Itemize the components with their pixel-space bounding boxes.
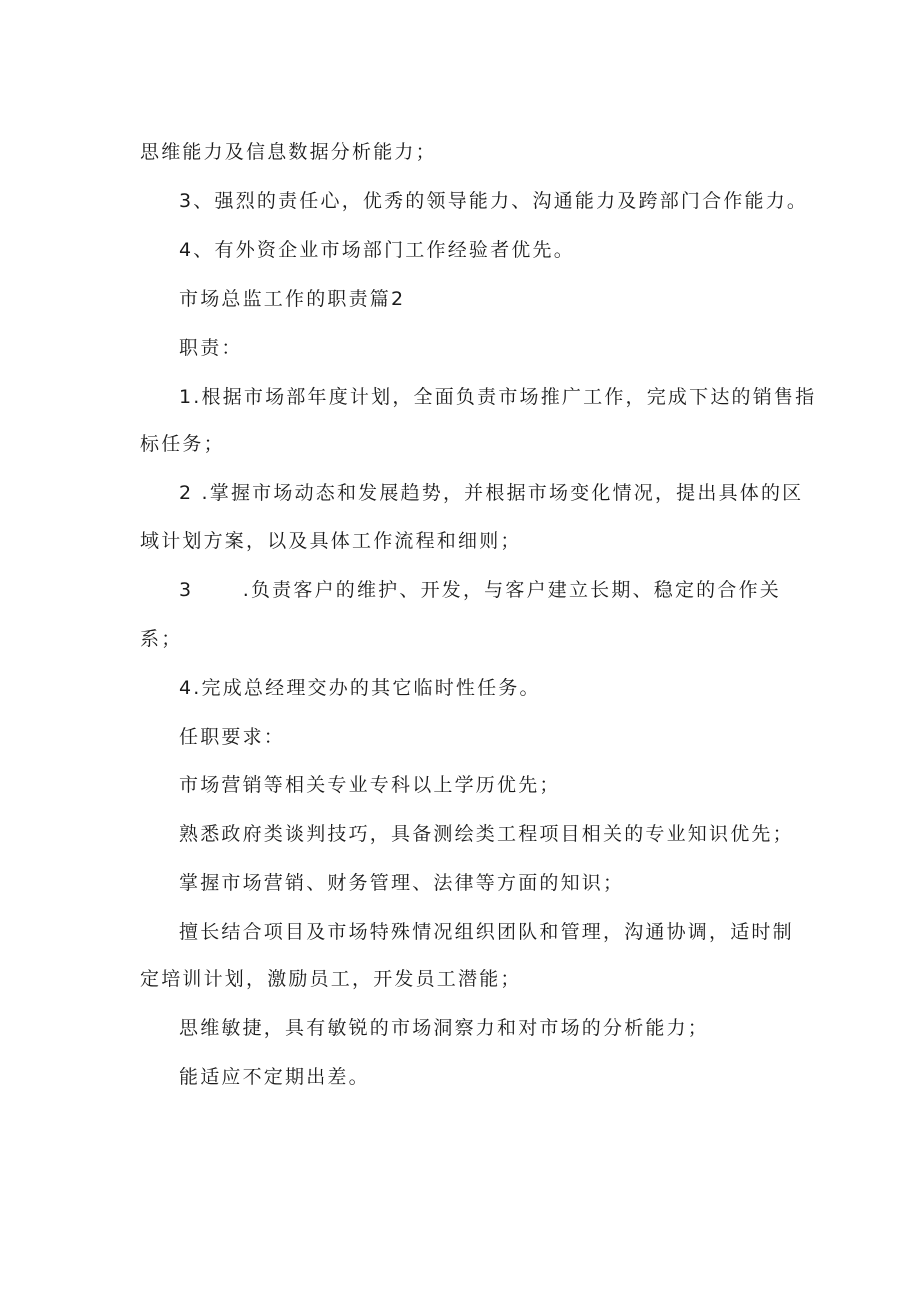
text-line: 掌握市场营销、财务管理、法律等方面的知识； (179, 872, 625, 894)
text-line: 1.根据市场部年度计划，全面负责市场推广工作，完成下达的销售指 (179, 386, 817, 408)
text-line: 系； (140, 628, 183, 650)
text-line: 2 .掌握市场动态和发展趋势，并根据市场变化情况，提出具体的区 (179, 482, 804, 504)
text-line: 3、强烈的责任心，优秀的领导能力、沟通能力及跨部门合作能力。 (179, 190, 809, 212)
text-line: 4、有外资企业市场部门工作经验者优先。 (179, 239, 575, 261)
text-line: 任职要求： (179, 726, 286, 748)
text-line: 思维敏捷，具有敏锐的市场洞察力和对市场的分析能力； (179, 1017, 710, 1039)
text-line: 能适应不定期出差。 (179, 1066, 370, 1088)
text-line: 市场营销等相关专业专科以上学历优先； (179, 774, 561, 796)
text-line: 域计划方案，以及具体工作流程和细则； (140, 530, 522, 552)
text-line: 熟悉政府类谈判技巧，具备测绘类工程项目相关的专业知识优先； (179, 823, 794, 845)
text-line: 职责： (179, 337, 243, 359)
text-line: 3 .负责客户的维护、开发，与客户建立长期、稳定的合作关 (179, 579, 781, 601)
text-line: 思维能力及信息数据分析能力； (140, 141, 437, 163)
text-line: 擅长结合项目及市场特殊情况组织团队和管理，沟通协调，适时制 (179, 921, 794, 943)
text-line: 定培训计划，激励员工，开发员工潜能； (140, 968, 522, 990)
section-heading: 市场总监工作的职责篇2 (179, 288, 406, 310)
text-line: 4.完成总经理交办的其它临时性任务。 (179, 677, 541, 699)
text-line: 标任务； (140, 433, 225, 455)
